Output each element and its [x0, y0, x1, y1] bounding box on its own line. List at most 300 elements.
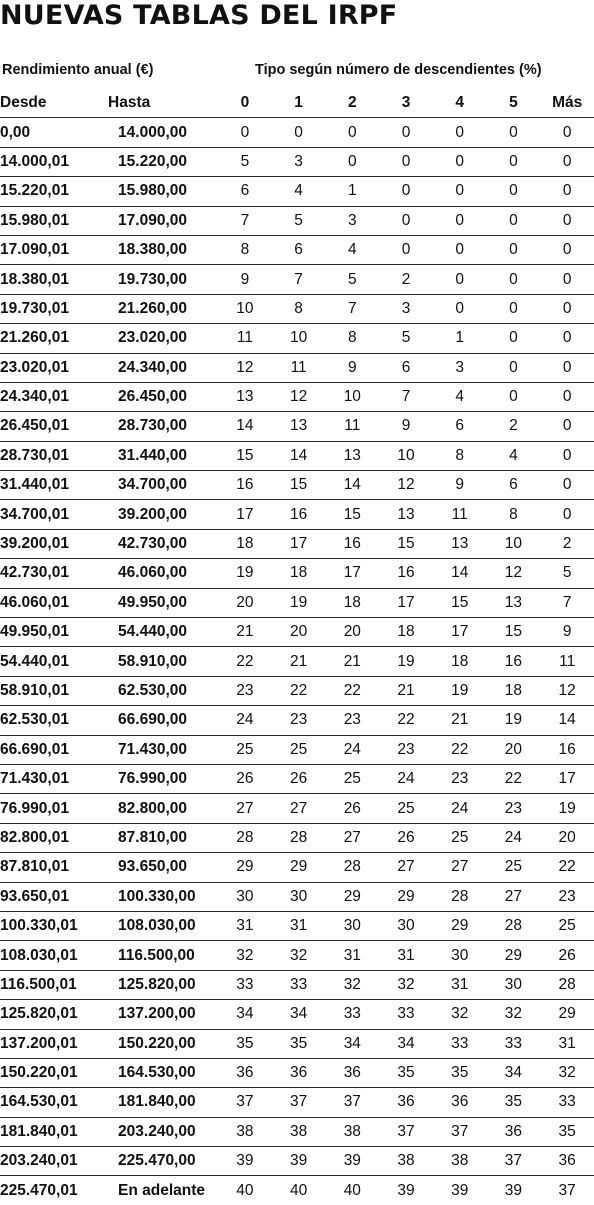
cell-tipo: 0 — [540, 324, 594, 353]
col-4-header: 4 — [433, 89, 487, 118]
cell-tipo: 15 — [433, 588, 487, 617]
cell-tipo: 21 — [325, 647, 379, 676]
cell-tipo: 18 — [218, 529, 272, 558]
cell-tipo: 24 — [325, 735, 379, 764]
cell-hasta: 125.820,00 — [108, 970, 218, 999]
cell-tipo: 16 — [325, 529, 379, 558]
cell-tipo: 10 — [379, 441, 433, 470]
cell-tipo: 13 — [218, 382, 272, 411]
cell-tipo: 28 — [487, 911, 541, 940]
cell-tipo: 5 — [540, 559, 594, 588]
cell-tipo: 12 — [540, 676, 594, 705]
cell-tipo: 21 — [433, 706, 487, 735]
cell-tipo: 20 — [272, 618, 326, 647]
cell-tipo: 16 — [272, 500, 326, 529]
cell-tipo: 0 — [433, 177, 487, 206]
cell-tipo: 0 — [487, 353, 541, 382]
cell-hasta: 18.380,00 — [108, 235, 218, 264]
cell-tipo: 13 — [272, 412, 326, 441]
cell-tipo: 39 — [397, 1181, 415, 1199]
cell-hasta: 31.440,00 — [108, 441, 218, 470]
cell-hasta: 15.220,00 — [108, 147, 218, 176]
cell-tipo: 5 — [325, 265, 379, 294]
table-row — [0, 1029, 594, 1058]
cell-tipo: 35 — [218, 1029, 272, 1058]
cell-tipo: 9 — [433, 471, 487, 500]
cell-hasta: 164.530,00 — [108, 1058, 218, 1087]
cell-desde: 58.910,01 — [0, 676, 108, 705]
cell-hasta: 87.810,00 — [108, 823, 218, 852]
cell-tipo: 3 — [433, 353, 487, 382]
cell-tipo: 25 — [325, 764, 379, 793]
cell-tipo: 7 — [540, 588, 594, 617]
cell-tipo: 7 — [325, 294, 379, 323]
cell-tipo: 26 — [379, 823, 433, 852]
cell-tipo: 34 — [379, 1029, 433, 1058]
cell-tipo: 25 — [218, 735, 272, 764]
cell-desde: 71.430,01 — [0, 764, 108, 793]
cell-tipo: 13 — [433, 529, 487, 558]
cell-tipo: 0 — [433, 294, 487, 323]
cell-desde: 14.000,01 — [0, 147, 108, 176]
cell-tipo: 1 — [433, 324, 487, 353]
cell-tipo: 0 — [540, 353, 594, 382]
cell-tipo: 8 — [487, 500, 541, 529]
cell-tipo: 12 — [272, 382, 326, 411]
cell-hasta: 17.090,00 — [108, 206, 218, 235]
cell-tipo: 22 — [325, 676, 379, 705]
cell-tipo: 0 — [433, 235, 487, 264]
cell-tipo: 10 — [487, 529, 541, 558]
cell-tipo: 32 — [487, 1000, 541, 1029]
cell-tipo: 30 — [325, 911, 379, 940]
cell-desde: 34.700,01 — [0, 500, 108, 529]
cell-tipo: 29 — [433, 911, 487, 940]
cell-tipo: 27 — [379, 853, 433, 882]
cell-tipo: 32 — [540, 1058, 594, 1087]
cell-tipo: 0 — [540, 265, 594, 294]
table-row — [0, 500, 594, 529]
table-row — [0, 1176, 594, 1205]
cell-desde: 31.440,01 — [0, 471, 108, 500]
cell-tipo: 39 — [325, 1147, 379, 1176]
cell-tipo: 38 — [379, 1147, 433, 1176]
table-row — [0, 412, 594, 441]
cell-hasta: 181.840,00 — [108, 1088, 218, 1117]
cell-tipo: 3 — [325, 206, 379, 235]
cell-tipo: 33 — [540, 1088, 594, 1117]
cell-tipo: 0 — [487, 382, 541, 411]
table-row — [0, 206, 594, 235]
cell-tipo: 0 — [379, 118, 433, 147]
cell-tipo: 36 — [218, 1058, 272, 1087]
cell-tipo: 5 — [272, 206, 326, 235]
cell-tipo: 32 — [325, 970, 379, 999]
cell-tipo: 10 — [218, 294, 272, 323]
cell-tipo: 7 — [218, 206, 272, 235]
cell-tipo: 6 — [218, 177, 272, 206]
cell-tipo: 0 — [540, 412, 594, 441]
table-row — [0, 471, 594, 500]
cell-tipo: 7 — [272, 265, 326, 294]
cell-tipo: 10 — [272, 324, 326, 353]
cell-tipo: 20 — [325, 618, 379, 647]
cell-desde: 82.800,01 — [0, 823, 108, 852]
cell-tipo: 23 — [218, 676, 272, 705]
cell-tipo: 17 — [218, 500, 272, 529]
cell-desde: 0,00 — [0, 118, 108, 147]
cell-tipo: 19 — [433, 676, 487, 705]
cell-hasta: 15.980,00 — [108, 177, 218, 206]
cell-hasta: 42.730,00 — [108, 529, 218, 558]
cell-tipo: 0 — [540, 147, 594, 176]
cell-hasta: 58.910,00 — [108, 647, 218, 676]
cell-tipo: 22 — [433, 735, 487, 764]
cell-tipo: 37 — [487, 1147, 541, 1176]
cell-tipo: 0 — [433, 206, 487, 235]
cell-tipo: 18 — [487, 676, 541, 705]
cell-tipo: 0 — [540, 118, 594, 147]
table-row — [0, 529, 594, 558]
cell-tipo: 0 — [379, 206, 433, 235]
cell-tipo: 26 — [272, 764, 326, 793]
cell-tipo: 0 — [379, 147, 433, 176]
cell-tipo: 8 — [218, 235, 272, 264]
col-2-header: 2 — [325, 89, 379, 118]
table-row — [0, 265, 594, 294]
cell-tipo: 21 — [218, 618, 272, 647]
cell-tipo: 0 — [487, 206, 541, 235]
cell-tipo: 28 — [540, 970, 594, 999]
cell-tipo: 24 — [433, 794, 487, 823]
cell-tipo: 0 — [540, 206, 594, 235]
table-row — [0, 118, 594, 147]
cell-tipo: 1 — [325, 177, 379, 206]
cell-tipo: 32 — [272, 941, 326, 970]
cell-tipo: 36 — [433, 1088, 487, 1117]
cell-tipo: 0 — [487, 147, 541, 176]
cell-tipo: 21 — [272, 647, 326, 676]
cell-tipo: 0 — [487, 235, 541, 264]
cell-tipo: 19 — [379, 647, 433, 676]
table-row — [0, 706, 594, 735]
cell-tipo: 3 — [272, 147, 326, 176]
cell-tipo: 9 — [325, 353, 379, 382]
cell-desde: 66.690,01 — [0, 735, 108, 764]
cell-tipo: 33 — [379, 1000, 433, 1029]
cell-desde: 46.060,01 — [0, 588, 108, 617]
cell-desde: 49.950,01 — [0, 618, 108, 647]
cell-tipo: 0 — [487, 265, 541, 294]
page-title: NUEVAS TABLAS DEL IRPF — [0, 0, 398, 31]
cell-tipo: 34 — [272, 1000, 326, 1029]
cell-tipo: 23 — [379, 735, 433, 764]
cell-desde: 42.730,01 — [0, 559, 108, 588]
cell-desde: 100.330,01 — [0, 911, 108, 940]
irpf-table — [0, 89, 594, 1205]
cell-tipo: 0 — [433, 147, 487, 176]
cell-tipo: 5 — [218, 147, 272, 176]
cell-tipo: 24 — [379, 764, 433, 793]
cell-tipo: 0 — [540, 382, 594, 411]
cell-hasta: 21.260,00 — [108, 294, 218, 323]
cell-tipo: 12 — [487, 559, 541, 588]
cell-tipo: 38 — [433, 1147, 487, 1176]
cell-tipo: 15 — [379, 529, 433, 558]
cell-tipo: 35 — [272, 1029, 326, 1058]
cell-tipo: 9 — [379, 412, 433, 441]
cell-tipo: 13 — [487, 588, 541, 617]
cell-tipo: 2 — [379, 265, 433, 294]
cell-hasta: 225.470,00 — [108, 1147, 218, 1176]
cell-tipo: 6 — [379, 353, 433, 382]
cell-tipo: 32 — [218, 941, 272, 970]
cell-tipo: 5 — [379, 324, 433, 353]
cell-tipo: 26 — [218, 764, 272, 793]
col-desde-header: Desde — [0, 89, 108, 118]
cell-tipo: 18 — [272, 559, 326, 588]
cell-tipo: 17 — [325, 559, 379, 588]
table-row — [0, 794, 594, 823]
cell-tipo: 18 — [433, 647, 487, 676]
cell-tipo: 39 — [272, 1147, 326, 1176]
cell-hasta: 100.330,00 — [108, 882, 218, 911]
cell-tipo: 21 — [379, 676, 433, 705]
cell-tipo: 27 — [433, 853, 487, 882]
cell-tipo: 34 — [487, 1058, 541, 1087]
cell-desde: 116.500,01 — [0, 970, 108, 999]
cell-tipo: 0 — [540, 294, 594, 323]
table-row — [0, 382, 594, 411]
col-3-header: 3 — [379, 89, 433, 118]
cell-hasta: 28.730,00 — [108, 412, 218, 441]
cell-tipo: 24 — [218, 706, 272, 735]
cell-desde: 15.980,01 — [0, 206, 108, 235]
cell-tipo: 18 — [325, 588, 379, 617]
cell-tipo: 30 — [379, 911, 433, 940]
cell-desde: 19.730,01 — [0, 294, 108, 323]
cell-desde: 17.090,01 — [0, 235, 108, 264]
cell-tipo: 17 — [379, 588, 433, 617]
cell-tipo: 36 — [487, 1117, 541, 1146]
table-row — [0, 294, 594, 323]
col-mas-header: Más — [540, 89, 594, 118]
table-row — [0, 235, 594, 264]
cell-desde: 62.530,01 — [0, 706, 108, 735]
table-row — [0, 1088, 594, 1117]
cell-tipo: 9 — [540, 618, 594, 647]
cell-hasta: 62.530,00 — [108, 676, 218, 705]
cell-tipo: 25 — [433, 823, 487, 852]
cell-tipo: 39 — [451, 1181, 469, 1199]
cell-hasta: 82.800,00 — [108, 794, 218, 823]
cell-tipo: 2 — [540, 529, 594, 558]
table-row — [0, 647, 594, 676]
table-row — [0, 177, 594, 206]
rendimiento-header: Rendimiento anual (€) — [2, 62, 154, 78]
cell-tipo: 3 — [379, 294, 433, 323]
table-row — [0, 1058, 594, 1087]
cell-tipo: 19 — [487, 706, 541, 735]
cell-desde: 39.200,01 — [0, 529, 108, 558]
cell-tipo: 0 — [487, 177, 541, 206]
cell-tipo: 11 — [540, 647, 594, 676]
cell-tipo: 12 — [218, 353, 272, 382]
cell-tipo: 11 — [325, 412, 379, 441]
table-row — [0, 911, 594, 940]
cell-tipo: 29 — [325, 882, 379, 911]
cell-tipo: 9 — [218, 265, 272, 294]
table-row — [0, 441, 594, 470]
cell-tipo: 4 — [433, 382, 487, 411]
cell-tipo: 33 — [218, 970, 272, 999]
cell-tipo: 38 — [218, 1117, 272, 1146]
cell-tipo: 28 — [325, 853, 379, 882]
cell-tipo: 28 — [272, 823, 326, 852]
cell-tipo: 0 — [540, 441, 594, 470]
cell-desde: 76.990,01 — [0, 794, 108, 823]
cell-tipo: 25 — [540, 911, 594, 940]
cell-tipo: 39 — [504, 1181, 523, 1199]
cell-tipo: 4 — [325, 235, 379, 264]
cell-tipo: 26 — [540, 941, 594, 970]
cell-tipo: 36 — [379, 1088, 433, 1117]
cell-tipo: 31 — [325, 941, 379, 970]
cell-tipo: 0 — [433, 118, 487, 147]
cell-tipo: 8 — [433, 441, 487, 470]
tipo-header: Tipo según número de descendientes (%) — [255, 62, 542, 78]
cell-tipo: 0 — [487, 294, 541, 323]
table-row — [0, 147, 594, 176]
col-5-header: 5 — [487, 89, 541, 118]
cell-tipo: 6 — [272, 235, 326, 264]
cell-tipo: 38 — [272, 1117, 326, 1146]
cell-tipo: 24 — [487, 823, 541, 852]
cell-desde: 87.810,01 — [0, 853, 108, 882]
cell-tipo: 22 — [272, 676, 326, 705]
cell-tipo: 37 — [325, 1088, 379, 1117]
cell-tipo: 30 — [433, 941, 487, 970]
cell-tipo: 36 — [540, 1147, 594, 1176]
cell-tipo: 40 — [343, 1181, 361, 1199]
cell-desde: 54.440,01 — [0, 647, 108, 676]
cell-tipo: 14 — [218, 412, 272, 441]
cell-tipo: 33 — [487, 1029, 541, 1058]
cell-tipo: 0 — [487, 118, 541, 147]
cell-tipo: 29 — [540, 1000, 594, 1029]
cell-tipo: 6 — [487, 471, 541, 500]
table-row — [0, 618, 594, 647]
table-row — [0, 353, 594, 382]
cell-hasta: 19.730,00 — [108, 265, 218, 294]
cell-tipo: 2 — [487, 412, 541, 441]
cell-tipo: 38 — [325, 1117, 379, 1146]
cell-tipo: 20 — [487, 735, 541, 764]
cell-tipo: 31 — [218, 911, 272, 940]
cell-desde: 18.380,01 — [0, 265, 108, 294]
cell-hasta: 150.220,00 — [108, 1029, 218, 1058]
cell-tipo: 29 — [272, 853, 326, 882]
cell-hasta: 49.950,00 — [108, 588, 218, 617]
cell-tipo: 35 — [487, 1088, 541, 1117]
cell-tipo: 37 — [433, 1117, 487, 1146]
cell-tipo: 29 — [218, 853, 272, 882]
cell-tipo: 0 — [272, 118, 326, 147]
cell-hasta: 34.700,00 — [108, 471, 218, 500]
table-row — [0, 764, 594, 793]
table-row — [0, 676, 594, 705]
cell-tipo: 6 — [433, 412, 487, 441]
cell-tipo: 15 — [272, 471, 326, 500]
cell-tipo: 33 — [325, 1000, 379, 1029]
cell-desde: 23.020,01 — [0, 353, 108, 382]
cell-tipo: 10 — [325, 382, 379, 411]
col-0-header: 0 — [218, 89, 272, 118]
cell-tipo: 18 — [379, 618, 433, 647]
table-row — [0, 735, 594, 764]
cell-tipo: 0 — [379, 235, 433, 264]
cell-tipo: 0 — [218, 118, 272, 147]
cell-tipo: 22 — [218, 647, 272, 676]
cell-desde: 108.030,01 — [0, 941, 108, 970]
cell-tipo: 19 — [540, 794, 594, 823]
table-row — [0, 853, 594, 882]
cell-hasta: 46.060,00 — [108, 559, 218, 588]
cell-tipo: 15 — [487, 618, 541, 647]
cell-desde: 24.340,01 — [0, 382, 108, 411]
cell-tipo: 4 — [272, 177, 326, 206]
cell-tipo: 28 — [433, 882, 487, 911]
cell-tipo: 33 — [272, 970, 326, 999]
cell-desde: 125.820,01 — [0, 1000, 108, 1029]
table-row — [0, 941, 594, 970]
cell-tipo: 32 — [433, 1000, 487, 1029]
cell-desde: 150.220,01 — [0, 1058, 108, 1087]
cell-tipo: 0 — [540, 500, 594, 529]
cell-tipo: 0 — [379, 177, 433, 206]
cell-hasta: 23.020,00 — [108, 324, 218, 353]
cell-tipo: 37 — [379, 1117, 433, 1146]
cell-tipo: 31 — [433, 970, 487, 999]
table-row — [0, 1117, 594, 1146]
col-hasta-header: Hasta — [108, 89, 218, 118]
cell-tipo: 11 — [272, 353, 326, 382]
cell-tipo: 17 — [272, 529, 326, 558]
cell-tipo: 0 — [487, 324, 541, 353]
cell-tipo: 29 — [379, 882, 433, 911]
cell-tipo: 22 — [540, 853, 594, 882]
cell-tipo: 25 — [379, 794, 433, 823]
cell-tipo: 36 — [325, 1058, 379, 1087]
cell-tipo: 31 — [379, 941, 433, 970]
cell-tipo: 22 — [487, 764, 541, 793]
cell-tipo: 23 — [540, 882, 594, 911]
cell-tipo: 31 — [540, 1029, 594, 1058]
cell-desde: 137.200,01 — [0, 1029, 108, 1058]
cell-tipo: 25 — [272, 735, 326, 764]
table-head — [0, 89, 594, 118]
cell-tipo: 14 — [272, 441, 326, 470]
table-row — [0, 559, 594, 588]
cell-hasta: 76.990,00 — [108, 764, 218, 793]
cell-tipo: 4 — [487, 441, 541, 470]
cell-tipo: 27 — [487, 882, 541, 911]
cell-hasta: 24.340,00 — [108, 353, 218, 382]
cell-tipo: 36 — [272, 1058, 326, 1087]
cell-tipo: 37 — [558, 1181, 576, 1199]
cell-tipo: 22 — [379, 706, 433, 735]
table-body — [0, 118, 594, 1205]
